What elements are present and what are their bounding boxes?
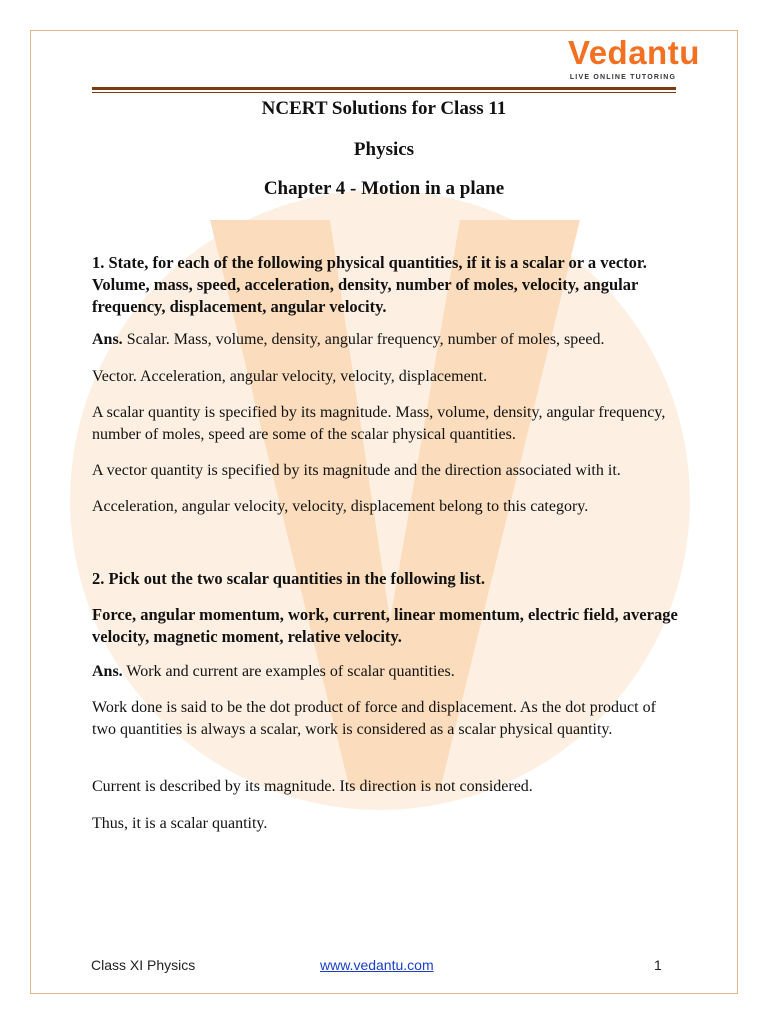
header-rule-thin — [92, 92, 676, 93]
answer-1-vector-def: A vector quantity is specified by its magnitude and the direction associated with it. — [92, 462, 621, 479]
footer-website-link[interactable]: www.vedantu.com — [320, 957, 434, 973]
doc-chapter: Chapter 4 - Motion in a plane — [263, 178, 505, 199]
answer-1-vector-list: Acceleration, angular velocity, velocity, displacement belong to this category. — [92, 498, 589, 515]
answer-2-conclusion: Thus, it is a scalar quantity. — [92, 815, 268, 832]
logo-wordmark: Vedantu — [568, 34, 700, 71]
answer-label: Ans. — [92, 331, 123, 348]
answer-1 — [92, 329, 682, 351]
question-1-text: 1. State, for each of the following physical quantities, if it is a scalar or a vector. Volume, mass, speed, acceleration, density, number of moles, velocity, angular frequency, displacement, angular velocity. — [92, 253, 647, 316]
logo-tagline: LIVE ONLINE TUTORING — [569, 74, 677, 81]
header-rule — [92, 87, 676, 90]
answer-2-work: Work done is said to be the dot product of force and displacement. As the dot product of two quantities is always a scalar, work is considered as a scalar physical quantity. — [92, 699, 656, 738]
vedantu-logo — [568, 34, 700, 81]
answer-2-current: Current is described by its magnitude. Its direction is not considered. — [92, 778, 533, 795]
doc-subject: Physics — [353, 139, 415, 160]
answer-label: Ans. — [92, 663, 123, 680]
question-1 — [92, 252, 682, 318]
question-2-text: 2. Pick out the two scalar quantities in the following list. — [92, 569, 485, 588]
footer-class: Class XI Physics — [91, 957, 196, 973]
answer-2-text: Work and current are examples of scalar quantities. — [122, 663, 455, 680]
answer-1-vector: Vector. Acceleration, angular velocity, velocity, displacement. — [92, 368, 488, 385]
answer-1-scalar-def: A scalar quantity is specified by its magnitude. Mass, volume, density, angular frequency, number of moles, speed are some of the scalar physical quantities. — [92, 404, 666, 443]
answer-1-text: Scalar. Mass, volume, density, angular frequency, number of moles, speed. — [122, 331, 605, 348]
page-number: 1 — [654, 957, 662, 973]
doc-title: NCERT Solutions for Class 11 — [261, 98, 507, 119]
question-2-list: Force, angular momentum, work, current, linear momentum, electric field, average velocity, magnetic moment, relative velocity. — [92, 605, 678, 646]
